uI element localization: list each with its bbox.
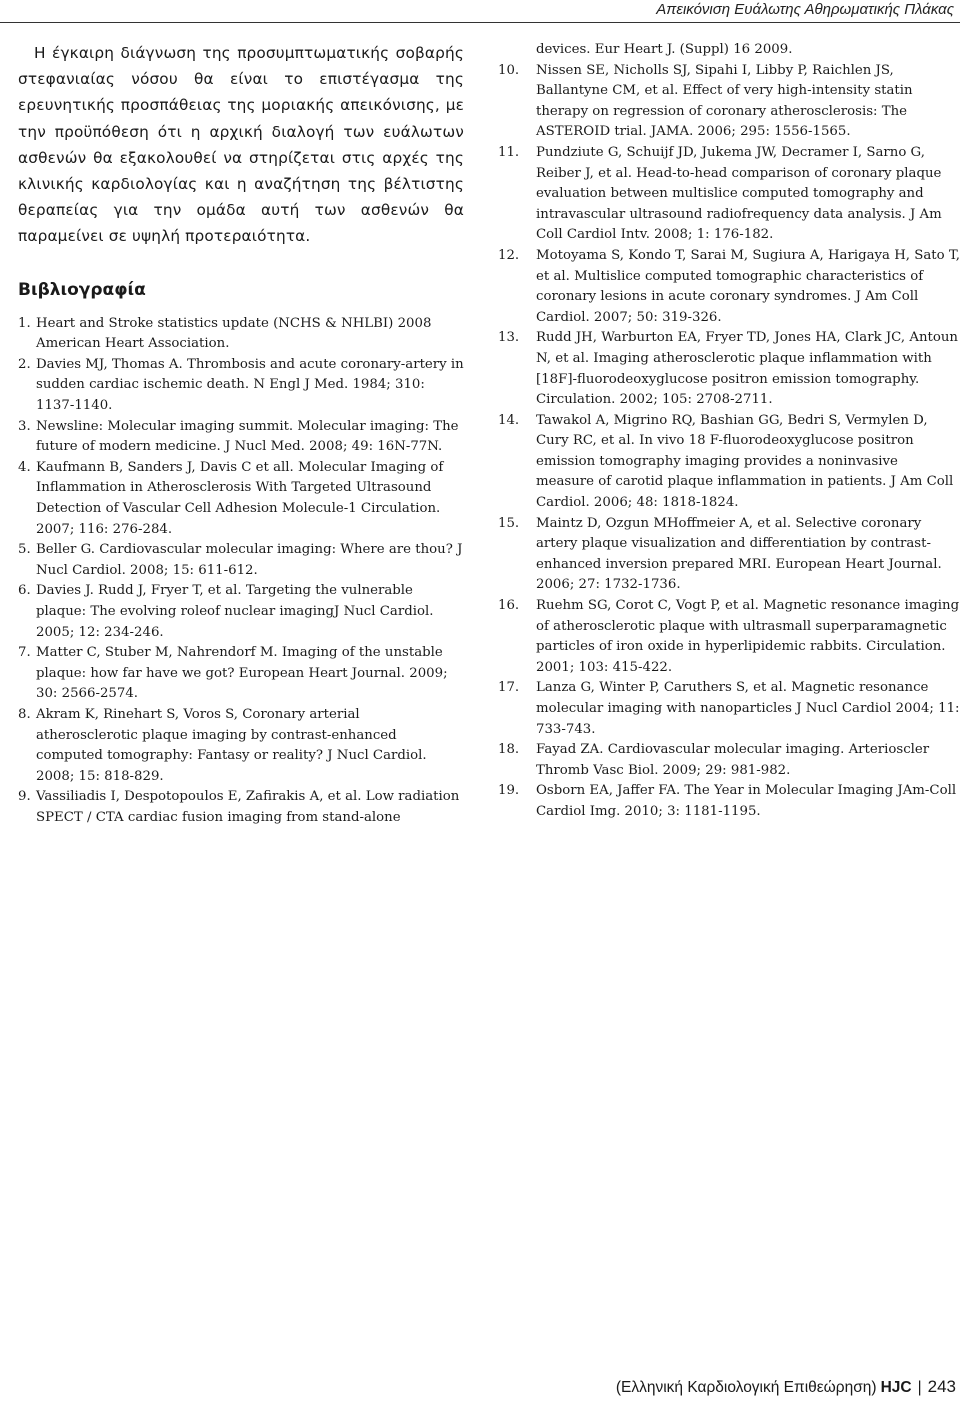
reference-number: 18. [498, 742, 520, 758]
footer-separator: | [917, 1379, 922, 1396]
reference-text: Vassiliadis I, Despotopoulos E, Zafirakis A, et al. Low radiation SPECT / CTA cardiac fusion imaging from stand-alone [36, 789, 460, 825]
reference-item [18, 355, 464, 417]
reference-text: Osborn EA, Jaffer FA. The Year in Molecular Imaging JAm-Coll Cardiol Img. 2010; 3: 1181-1195. [536, 783, 957, 819]
reference-text: Rudd JH, Warburton EA, Fryer TD, Jones HA, Clark JC, Antoun N, et al. Imaging atherosclerotic plaque inflammation with [18F]-fluorodeoxyglucose positron emission tomography. Circulation. 2002; 105: 2708-2711. [536, 330, 958, 408]
reference-number: 2. [18, 356, 31, 372]
reference-list-right [498, 40, 960, 823]
references-heading: Βιβλιογραφία [18, 279, 146, 300]
reference-text: Kaufmann B, Sanders J, Davis C et all. Molecular Imaging of Inflammation in Atherosclerosis With Targeted Ultrasound Detection of Vascular Cell Adhesion Molecule-1 Circulation. 2007; 116: 276-284. [36, 459, 444, 537]
reference-text: devices. Eur Heart J. (Suppl) 16 2009. [536, 42, 793, 57]
reference-text: Nissen SE, Nicholls SJ, Sipahi I, Libby P, Raichlen JS, Ballantyne CM, et al. Effect of very high-intensity statin therapy on regression of coronary atherosclerosis: The ASTEROID trial. JAMA. 2006; 295: 1556-1565. [536, 62, 913, 140]
reference-number: 4. [18, 459, 31, 475]
reference-item [18, 705, 464, 787]
conclusion-paragraph: Η έγκαιρη διάγνωση της προσυμπτωματικής σοβαρής στεφανιαίας νόσου θα είναι το επιστέγασμα της ερευνητικής προσπάθειας της μοριακής απεικόνισης, με την προϋπόθεση ότι η αρχική διαλογή των ευάλωτων ασθενών θα εξακολουθεί να στηρίζεται στις αρχές της κλινικής καρδιολογίας και η αναζήτηση της βέλτιστης θεραπείας για την ομάδα αυτή των ασθενών θα παραμείνει σε υψηλή προτεραιότητα. [18, 44, 464, 246]
reference-text: Maintz D, Ozgun MHoffmeier A, et al. Selective coronary artery plaque visualization and differentiation by contrast-enhanced inversion prepared MRI. European Heart Journal. 2006; 27: 1732-1736. [536, 515, 942, 593]
reference-item [18, 458, 464, 540]
reference-item [18, 643, 464, 705]
reference-text: Matter C, Stuber M, Nahrendorf M. Imaging of the unstable plaque: how far have we got? European Heart Journal. 2009; 30: 2566-2574. [36, 645, 448, 702]
reference-number: 16. [498, 598, 520, 614]
reference-text: Newsline: Molecular imaging summit. Molecular imaging: The future of modern medicine. J Nucl Med. 2008; 49: 16N-77N. [36, 418, 459, 455]
reference-number: 19. [498, 783, 520, 799]
reference-text: Davies J. Rudd J, Fryer T, et al. Targeting the vulnerable plaque: The evolving roleof nuclear imagingJ Nucl Cardiol. 2005; 12: 234-246. [36, 583, 434, 640]
reference-number: 10. [498, 62, 520, 78]
reference-number: 13. [498, 330, 520, 346]
journal-name: (Ελληνική Καρδιολογική Επιθεώρηση) [615, 1379, 877, 1396]
reference-number: 12. [498, 247, 520, 263]
reference-item [498, 411, 960, 514]
reference-item [498, 514, 960, 596]
reference-text: Motoyama S, Kondo T, Sarai M, Sugiura A, Harigaya H, Sato T, et al. Multislice computed tomographic characteristics of coronary lesions in acute coronary syndromes. J Am Coll Cardiol. 2007; 50: 319-326. [536, 247, 960, 325]
reference-text: Tawakol A, Migrino RQ, Bashian GG, Bedri S, Vermylen D, Cury RC, et al. In vivo 18 F-fluorodeoxyglucose positron emission tomography imaging provides a noninvasive measure of carotid plaque inflammation in patients. J Am Coll Cardiol. 2006; 48: 1818-1824. [536, 412, 954, 511]
reference-item [18, 540, 464, 581]
reference-number: 9. [18, 789, 31, 805]
page-footer [616, 1377, 956, 1397]
reference-list-left [18, 314, 464, 829]
left-column [18, 40, 464, 828]
reference-text: Heart and Stroke statistics update (NCHS & NHLBI) 2008 American Heart Association. [36, 315, 432, 352]
right-column [498, 40, 960, 823]
reference-item [18, 581, 464, 643]
reference-item [498, 246, 960, 328]
reference-text: Lanza G, Winter P, Caruthers S, et al. Magnetic resonance molecular imaging with nanoparticles J Nucl Cardiol 2004; 11: 733-743. [536, 680, 960, 737]
reference-text: Akram K, Rinehart S, Voros S, Coronary arterial atherosclerotic plaque imaging by contrast-enhanced computed tomography: Fantasy or reality? J Nucl Cardiol. 2008; 15: 818-829. [36, 706, 427, 784]
reference-text: Beller G. Cardiovascular molecular imaging: Where are thou? J Nucl Cardiol. 2008; 15: 611-612. [36, 542, 463, 578]
reference-number: 17. [498, 680, 520, 696]
running-header [0, 0, 960, 23]
reference-item [18, 417, 464, 458]
reference-item [18, 787, 464, 828]
reference-item [498, 596, 960, 678]
reference-item [498, 61, 960, 143]
page-number: 243 [927, 1377, 956, 1396]
reference-item [18, 314, 464, 355]
reference-number: 3. [18, 418, 31, 434]
reference-number: 1. [18, 315, 31, 331]
reference-number: 5. [18, 542, 31, 558]
reference-item [498, 328, 960, 410]
reference-text: Davies MJ, Thomas A. Thrombosis and acute coronary-artery in sudden cardiac ischemic death. N Engl J Med. 1984; 310: 1137-1140. [36, 356, 464, 413]
reference-number: 15. [498, 515, 520, 531]
reference-number: 6. [18, 583, 31, 599]
reference-continuation [498, 40, 960, 61]
reference-text: Pundziute G, Schuijf JD, Jukema JW, Decramer I, Sarno G, Reiber J, et al. Head-to-head comparison of coronary plaque evaluation between multislice computed tomography and intravascular ultrasound radiofrequency data analysis. J Am Coll Cardiol Intv. 2008; 1: 176-182. [536, 144, 942, 243]
reference-item [498, 678, 960, 740]
reference-number: 8. [18, 706, 31, 722]
reference-number: 14. [498, 412, 520, 428]
running-title: Απεικόνιση Ευάλωτης Αθηρωματικής Πλάκας [656, 1, 954, 18]
reference-text: Ruehm SG, Corot C, Vogt P, et al. Magnetic resonance imaging of atherosclerotic plaque with ultrasmall superparamagnetic particles of iron oxide in hyperlipidemic rabbits. Circulation. 2001; 103: 415-422. [536, 598, 960, 675]
journal-abbreviation: HJC [880, 1379, 912, 1396]
reference-item [498, 143, 960, 246]
reference-number: 7. [18, 645, 31, 661]
reference-text: Fayad ZA. Cardiovascular molecular imaging. Arterioscler Thromb Vasc Biol. 2009; 29: 981-982. [536, 742, 930, 778]
reference-item [498, 781, 960, 822]
reference-item [498, 740, 960, 781]
reference-number: 11. [498, 144, 520, 160]
